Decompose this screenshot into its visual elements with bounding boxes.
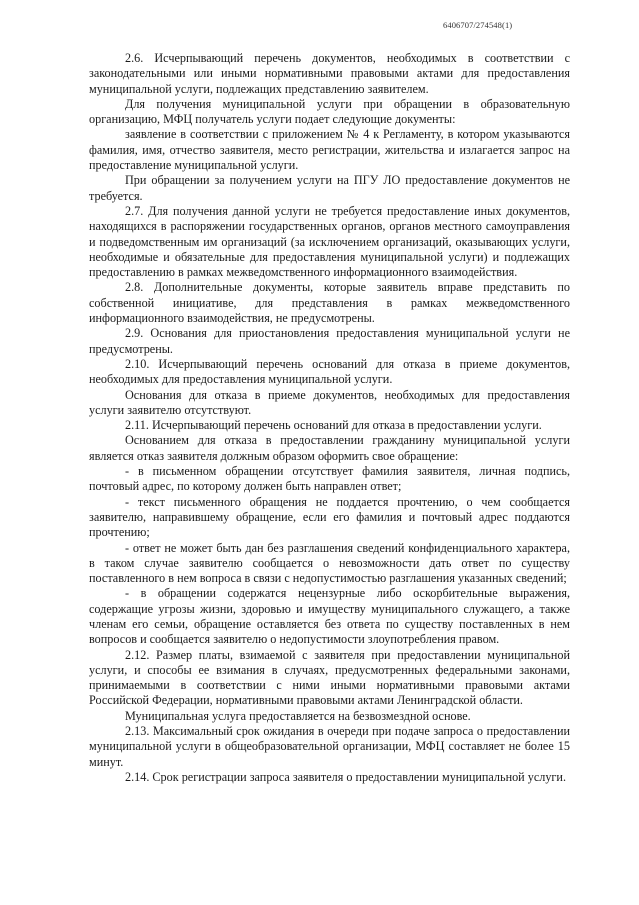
list-item-confidential: - ответ не может быть дан без разглашения сведений конфиденциального характера, в таком случае заявителю сообщается о невозможности дать ответ по существу поставленного в нем вопроса в связи с недопустимостью разглашения указанных сведений; bbox=[89, 540, 570, 586]
document-id: 6406707/274548(1) bbox=[443, 20, 513, 30]
paragraph-2-14: 2.14. Срок регистрации запроса заявителя о предоставлении муниципальной услуги. bbox=[125, 769, 567, 784]
paragraph-documents-intro: Для получения муниципальной услуги при обращении в образовательную организацию, МФЦ получатель услуги подает следующие документы: bbox=[89, 96, 570, 127]
paragraph-refusal-acceptance: Основания для отказа в приеме документов, необходимых для предоставления услуги заявителю отсутствуют. bbox=[89, 387, 570, 417]
list-item-no-surname: - в письменном обращении отсутствует фамилия заявителя, личная подпись, почтовый адрес, по которому должен быть направлен ответ; bbox=[89, 464, 570, 494]
paragraph-pgu-lo: При обращении за получением услуги на ПГУ ЛО предоставление документов не требуется. bbox=[89, 173, 570, 203]
paragraph-2-13: 2.13. Максимальный срок ожидания в очереди при подаче запроса о предоставлении муниципальной услуги в общеобразовательной организации, МФЦ составляет не более 15 минут. bbox=[89, 724, 570, 769]
paragraph-2-11: 2.11. Исчерпывающий перечень оснований для отказа в предоставлении услуги. bbox=[125, 418, 542, 433]
list-item-unreadable: - текст письменного обращения не поддается прочтению, о чем сообщается заявителю, направившему обращение, если его фамилия и почтовый адрес поддаются прочтению; bbox=[89, 494, 570, 540]
paragraph-2-9: 2.9. Основания для приостановления предоставления муниципальной услуги не предусмотрены. bbox=[89, 326, 570, 356]
list-item-offensive: - в обращении содержатся нецензурные либо оскорбительные выражения, содержащие угрозы жизни, здоровью и имуществу муниципального служащего, а также членам его семьи, обращение оставляется без ответа по существу поставленных в нем вопросов и сообщается заявителю о недопустимости злоупотребления правом. bbox=[89, 586, 570, 647]
paragraph-free-service: Муниципальная услуга предоставляется на безвозмездной основе. bbox=[125, 708, 471, 723]
paragraph-2-10: 2.10. Исчерпывающий перечень оснований для отказа в приеме документов, необходимых для предоставления муниципальной услуги. bbox=[89, 356, 570, 387]
paragraph-2-8: 2.8. Дополнительные документы, которые заявитель вправе представить по собственной инициативе, для представления в рамках межведомственного информационного взаимодействия, не предусмотрены. bbox=[89, 280, 570, 326]
paragraph-2-7: 2.7. Для получения данной услуги не требуется предоставление иных документов, находящихся в распоряжении государственных органов, органов местного самоуправления и подведомственным им организаций (за исключением организаций, оказывающих услуги, необходимые и обязательные для предоставления муниципальной услуги) и подлежащих предоставлению в рамках межведомственного информационного взаимодействия. bbox=[89, 203, 570, 280]
paragraph-2-6: 2.6. Исчерпывающий перечень документов, необходимых в соответствии с законодательными или иными нормативными правовыми актами для предоставления муниципальной услуги, подлежащих представлению заявителем. bbox=[89, 51, 570, 96]
paragraph-application-form: заявление в соответствии с приложением № 4 к Регламенту, в котором указываются фамилия, имя, отчество заявителя, место регистрации, жительства и излагается запрос на предоставление муниципальной услуги. bbox=[89, 127, 570, 173]
paragraph-refusal-basis: Основанием для отказа в предоставлении гражданину муниципальной услуги является отказ заявителя должным образом оформить свое обращение: bbox=[89, 433, 570, 463]
paragraph-2-12: 2.12. Размер платы, взимаемой с заявителя при предоставлении муниципальной услуги, и способы ее взимания в случаях, предусмотренных федеральными законами, принимаемыми в соответствии с ними иными нормативными правовыми актами Российской Федерации, нормативными правовыми актами Ленинградской области. bbox=[89, 647, 570, 708]
document-body bbox=[89, 51, 570, 785]
